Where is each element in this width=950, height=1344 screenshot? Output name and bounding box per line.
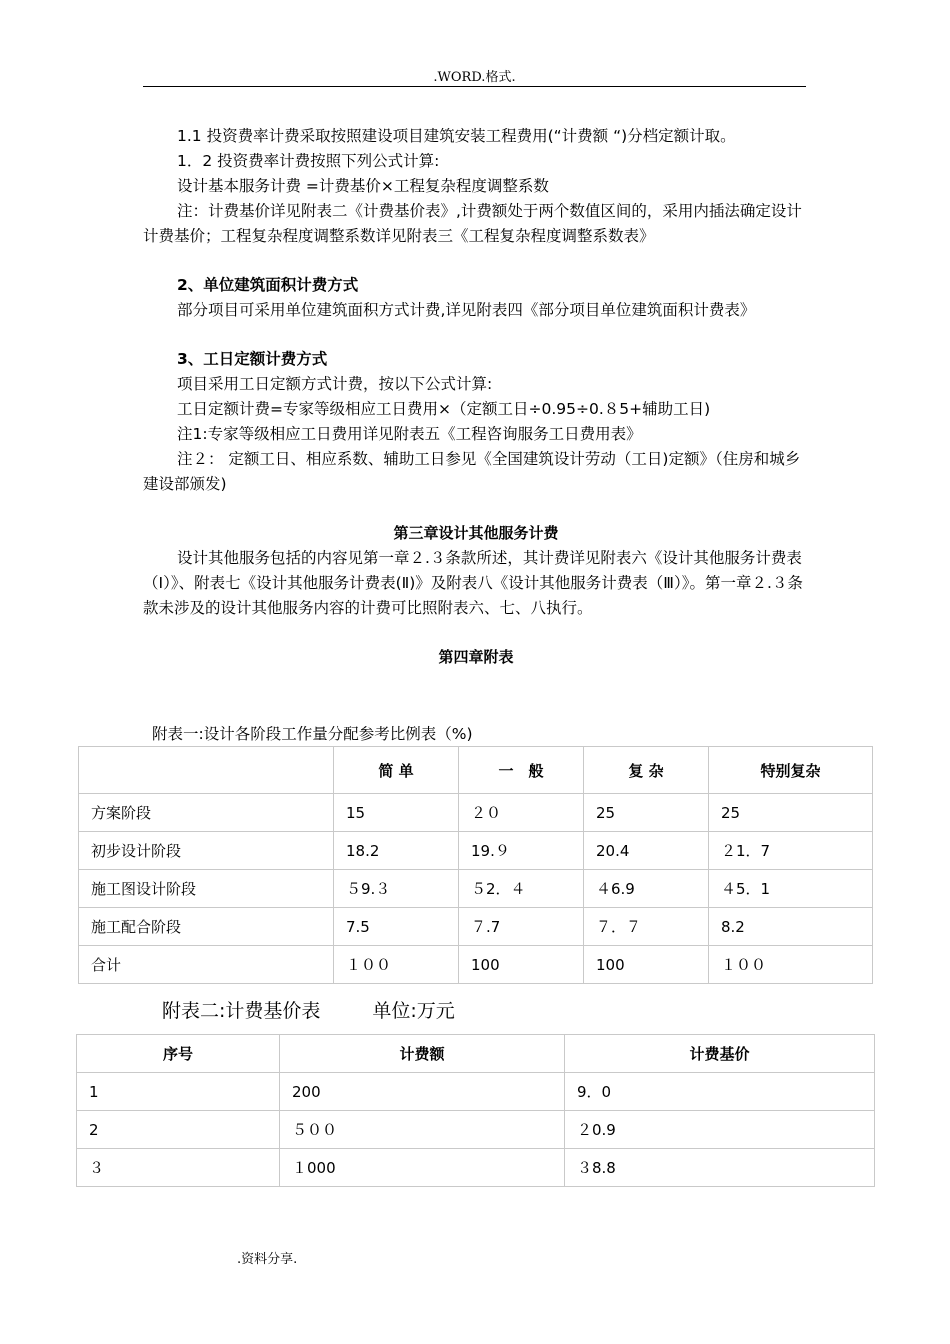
section-heading: 3、工日定额计费方式 <box>177 350 328 368</box>
table-cell: １００ <box>709 946 873 984</box>
table-row <box>79 946 873 984</box>
table-row <box>79 908 873 946</box>
table-cell: ７．７ <box>584 908 709 946</box>
table-cell: 施工配合阶段 <box>79 908 334 946</box>
table-cell: １００ <box>334 946 459 984</box>
table-cell: 8.2 <box>709 908 873 946</box>
table-cell: 2 <box>77 1111 280 1149</box>
chapter-title: 第三章设计其他服务计费 <box>393 524 559 542</box>
table-row <box>79 794 873 832</box>
table-cell: 25 <box>709 794 873 832</box>
note: 注：计费基价详见附表二《计费基价表》,计费额处于两个数值区间的，采用内插法确定设计计费基价；工程复杂程度调整系数详见附表三《工程复杂程度调整系数表》 <box>143 202 802 245</box>
table-cell: 7.5 <box>334 908 459 946</box>
table-cell: ３8.8 <box>565 1149 875 1187</box>
table-cell: 18.2 <box>334 832 459 870</box>
workload-ratio-table <box>78 746 873 984</box>
table-cell: 200 <box>280 1073 565 1111</box>
table-row <box>79 870 873 908</box>
table-cell: 25 <box>584 794 709 832</box>
table-cell: 施工图设计阶段 <box>79 870 334 908</box>
table-cell: ４5．1 <box>709 870 873 908</box>
table-cell: ２1．7 <box>709 832 873 870</box>
header-cell: 复 杂 <box>584 747 709 794</box>
section-heading: 2、单位建筑面积计费方式 <box>177 276 359 294</box>
table-row <box>77 1111 875 1149</box>
table-cell: １000 <box>280 1149 565 1187</box>
table2-title: 附表二:计费基价表 <box>162 1000 321 1022</box>
paragraph: 设计其他服务包括的内容见第一章２.３条款所述，其计费详见附表六《设计其他服务计费表（Ⅰ）》、附表七《设计其他服务计费表(Ⅱ)》及附表八《设计其他服务计费表（Ⅲ）》。第一章２.３条款未涉及的设计其他服务内容的计费可比照附表六、七、八执行。 <box>143 549 803 617</box>
table-row <box>77 1149 875 1187</box>
page-header: .WORD.格式. <box>143 66 806 87</box>
table-cell: 19.９ <box>459 832 584 870</box>
fee-base-table <box>76 1034 875 1187</box>
header-cell: 特别复杂 <box>709 747 873 794</box>
header-cell: 计费基价 <box>565 1035 875 1073</box>
page-footer: .资料分享. <box>237 1252 298 1267</box>
note: 注２： 定额工日、相应系数、辅助工日参见《全国建筑设计劳动（工日)定额》（住房和城乡建设部颁发) <box>143 450 801 493</box>
table-header-row <box>79 747 873 794</box>
paragraph: 1．2 投资费率计费按照下列公式计算: <box>177 152 440 170</box>
table-cell: ２０ <box>459 794 584 832</box>
formula: 设计基本服务计费 =计费基价×工程复杂程度调整系数 <box>177 177 549 195</box>
table-row <box>77 1073 875 1111</box>
paragraph: 部分项目可采用单位建筑面积方式计费,详见附表四《部分项目单位建筑面积计费表》 <box>177 301 756 319</box>
table-cell: 9．0 <box>565 1073 875 1111</box>
table-cell: 方案阶段 <box>79 794 334 832</box>
table2-unit: 单位:万元 <box>372 1000 455 1022</box>
table-cell: 100 <box>459 946 584 984</box>
note: 注1:专家等级相应工日费用详见附表五《工程咨询服务工日费用表》 <box>177 425 642 443</box>
table-cell: 20.4 <box>584 832 709 870</box>
table-cell: 1 <box>77 1073 280 1111</box>
table-cell: ２0.9 <box>565 1111 875 1149</box>
table-cell: ３ <box>77 1149 280 1187</box>
table1-caption: 附表一:设计各阶段工作量分配参考比例表（%) <box>152 725 473 743</box>
header-cell: 简 单 <box>334 747 459 794</box>
table-cell: 100 <box>584 946 709 984</box>
header-cell <box>79 747 334 794</box>
table-cell: 初步设计阶段 <box>79 832 334 870</box>
table-cell: ４6.9 <box>584 870 709 908</box>
table-row <box>79 832 873 870</box>
table-cell: ５００ <box>280 1111 565 1149</box>
header-cell: 一 般 <box>459 747 584 794</box>
document-body <box>143 124 809 670</box>
header-cell: 序号 <box>77 1035 280 1073</box>
table-header-row <box>77 1035 875 1073</box>
table-cell: ５2．４ <box>459 870 584 908</box>
paragraph: 项目采用工日定额方式计费，按以下公式计算: <box>177 375 493 393</box>
table2-caption <box>162 996 455 1023</box>
table-cell: 15 <box>334 794 459 832</box>
chapter-title: 第四章附表 <box>438 648 514 666</box>
paragraph: 1.1 投资费率计费采取按照建设项目建筑安装工程费用(“计费额 “)分档定额计取。 <box>177 127 736 145</box>
header-cell: 计费额 <box>280 1035 565 1073</box>
table-cell: ５9.３ <box>334 870 459 908</box>
formula: 工日定额计费=专家等级相应工日费用×（定额工日÷0.95÷0.８5+辅助工日) <box>177 400 711 418</box>
table-cell: ７.7 <box>459 908 584 946</box>
table-cell: 合计 <box>79 946 334 984</box>
